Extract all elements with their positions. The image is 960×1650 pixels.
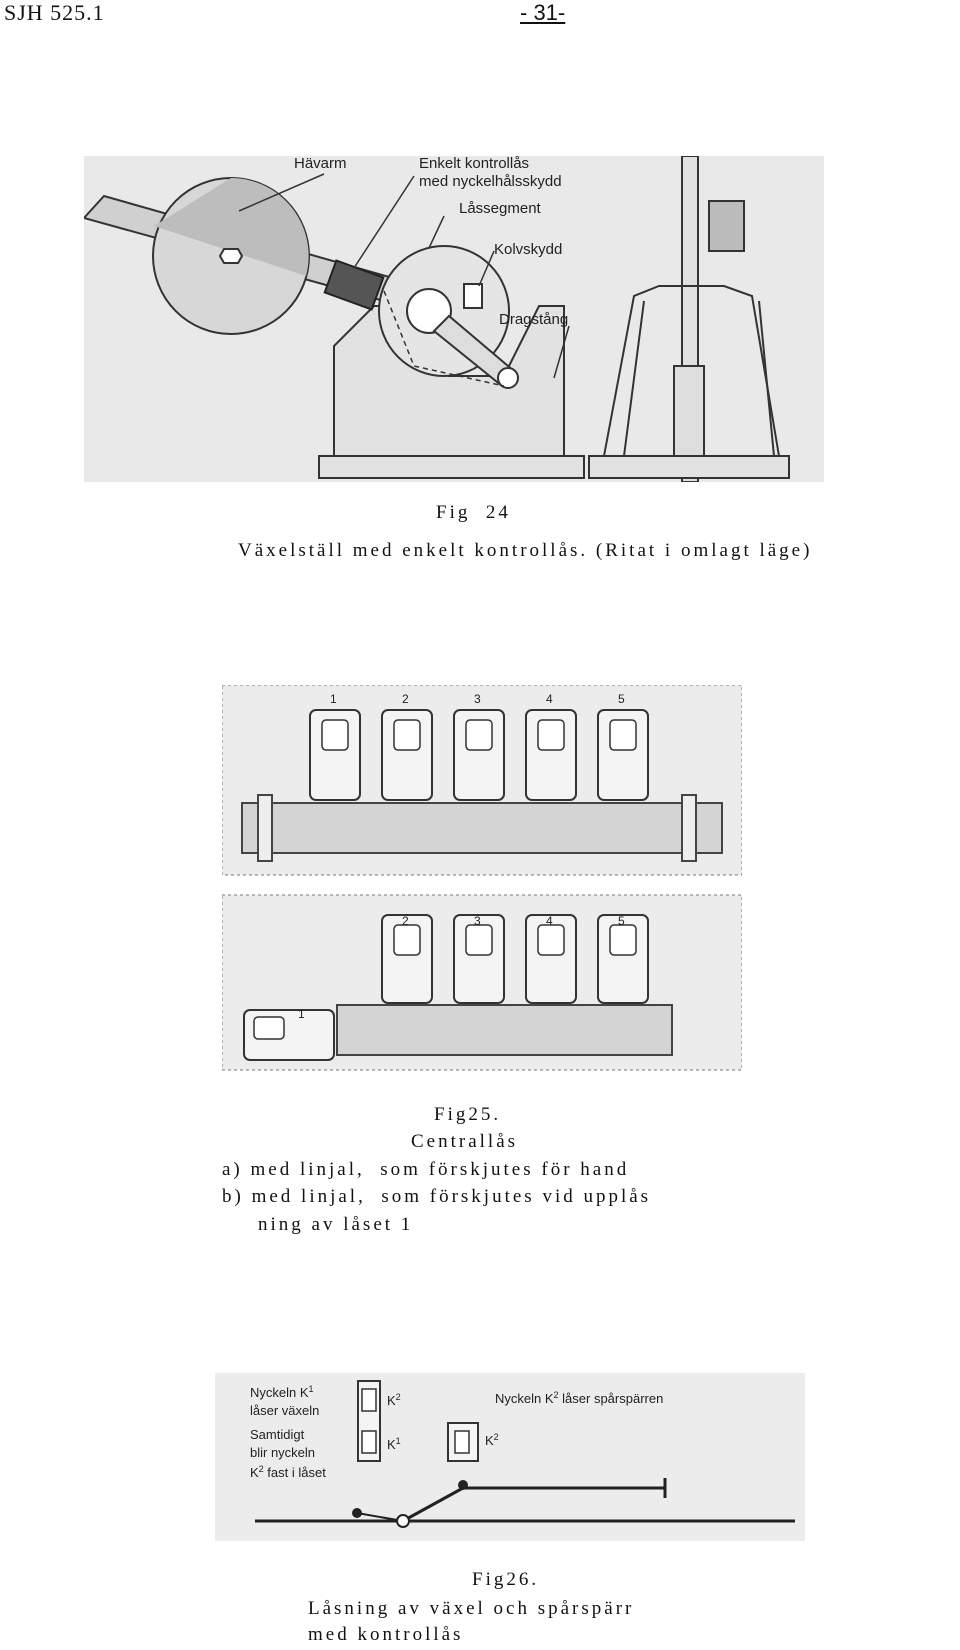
fig25-illustration: [222, 685, 742, 1075]
panel-b-ruler: [337, 1005, 672, 1055]
lock-a-4-window: [538, 720, 564, 750]
fig26-left-line-1: Nyckeln $K^1$: [250, 1384, 314, 1400]
lock-b-5-window: [610, 925, 636, 955]
label-lassegment: Låssegment: [459, 200, 541, 217]
fig24-caption: Växelställ med enkelt kontrollås. (Ritat i omlagt läge): [238, 540, 813, 561]
panel-a-locks: [310, 710, 648, 800]
panel-b-number-2: 2: [402, 914, 409, 928]
lock-b-1-window: [254, 1017, 284, 1039]
end-view-lock: [709, 201, 744, 251]
label-kontrollas-1: Enkelt kontrollås: [419, 156, 530, 172]
hex-nut: [220, 249, 242, 263]
panel-b-number-4: 4: [546, 914, 553, 928]
panel-b-number-1: 1: [298, 1007, 305, 1021]
fig25-caption-b1: b) med linjal, som förskjutes vid upplås: [222, 1186, 652, 1207]
fig24-illustration: [84, 156, 824, 482]
lock-a-3-window: [466, 720, 492, 750]
panel-a-number-4: 4: [546, 692, 553, 706]
label-havarm: Hävarm: [294, 156, 347, 172]
panel-a-number-3: 3: [474, 692, 481, 706]
end-view-rod: [674, 366, 704, 456]
label-k1: $K^1$: [387, 1436, 401, 1452]
label-dragstang: Dragstång: [499, 311, 569, 328]
panel-a-number-5: 5: [618, 692, 625, 706]
panel-a-number-1: 1: [330, 692, 337, 706]
keyhole-icon: [455, 1431, 469, 1453]
panel-b-number-5: 5: [618, 914, 625, 928]
keyhole-icon: [362, 1431, 376, 1453]
fig25-caption-b2: ning av låset 1: [258, 1214, 414, 1235]
fig26-caption-1: Låsning av växel och spårspärr: [308, 1598, 635, 1619]
panel-a-ruler: [242, 803, 722, 853]
panel-a-bracket-right: [682, 795, 696, 861]
panel-b-number-3: 3: [474, 914, 481, 928]
keyhole-icon: [362, 1389, 376, 1411]
panel-a-bracket-left: [258, 795, 272, 861]
lock-a-2-window: [394, 720, 420, 750]
derail-pivot: [458, 1480, 468, 1490]
lock-a-5-window: [610, 720, 636, 750]
label-kontrollas-2: med nyckelhålsskydd: [419, 173, 562, 190]
fig24-title: Fig 24: [436, 502, 511, 523]
fig26-left-line-3: Samtidigt: [250, 1427, 305, 1442]
switch-pivot: [397, 1515, 409, 1527]
piston-guard: [464, 284, 482, 308]
label-k2-top: $K^2$: [387, 1392, 401, 1408]
fig26-left-line-4: blir nyckeln: [250, 1445, 316, 1460]
fig25-caption-a: a) med linjal, som förskjutes för hand: [222, 1159, 630, 1180]
label-kolvskydd: Kolvskydd: [494, 241, 563, 258]
fig26-caption-2: med kontrollås: [308, 1624, 464, 1645]
fig26-illustration: [215, 1373, 805, 1541]
end-view-base: [589, 456, 789, 478]
lock-a-1-window: [322, 720, 348, 750]
fig26-left-line-5: $K^2$ fast i låset: [250, 1464, 326, 1480]
fig26-title: Fig26.: [472, 1569, 540, 1590]
lock-b-3-window: [466, 925, 492, 955]
lock-b-4-window: [538, 925, 564, 955]
label-k2-derail: $K^2$: [485, 1432, 499, 1448]
drag-rod-eye: [498, 368, 518, 388]
panel-a-number-2: 2: [402, 692, 409, 706]
lock-b-2-window: [394, 925, 420, 955]
document-number: SJH 525.1: [4, 0, 105, 25]
base-plate: [319, 456, 584, 478]
page-number: - 31-: [520, 0, 566, 25]
fig26-right-label: Nyckeln $K^2$ låser spårspärren: [495, 1390, 664, 1406]
fig25-title: Fig25.: [434, 1104, 502, 1125]
fig26-left-line-2: låser växeln: [250, 1403, 320, 1418]
fig25-subtitle: Centrallås: [411, 1131, 519, 1152]
